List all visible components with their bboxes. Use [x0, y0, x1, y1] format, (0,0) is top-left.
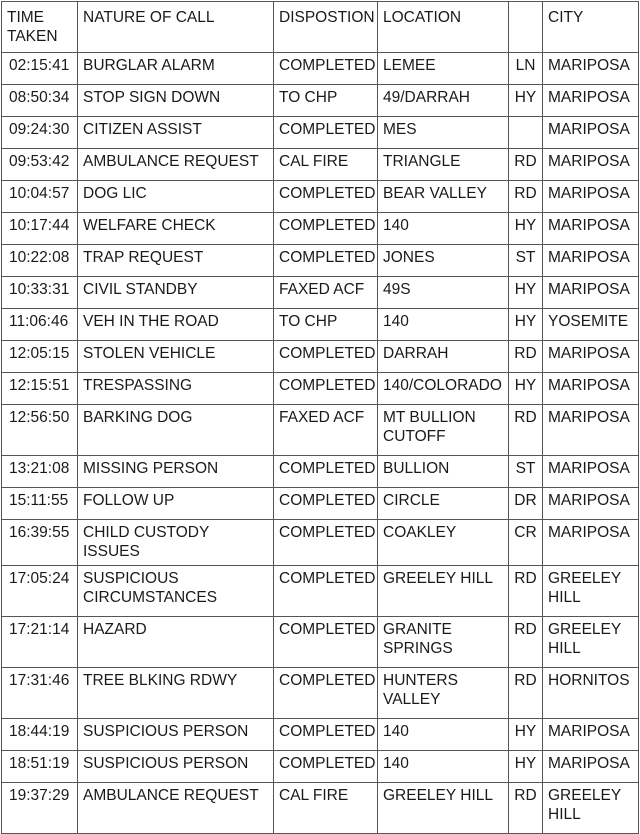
cell-nature-of-call: BURGLAR ALARM [78, 53, 274, 85]
cell-location: GREELEY HILL [378, 783, 509, 834]
cell-nature-of-call: AMBULANCE REQUEST [78, 149, 274, 181]
cell-city: MARIPOSA [543, 213, 639, 245]
header-nature-of-call: NATURE OF CALL [78, 2, 274, 53]
cell-disposition: COMPLETED [274, 373, 378, 405]
table-row [2, 53, 639, 85]
cell-disposition: COMPLETED [274, 53, 378, 85]
cell-time-taken: 09:24:30 [2, 117, 78, 149]
cell-disposition: COMPLETED [274, 566, 378, 617]
cell-time-taken: 18:51:19 [2, 751, 78, 783]
cell-disposition: COMPLETED [274, 668, 378, 719]
table-row [2, 309, 639, 341]
cell-time-taken: 18:44:19 [2, 719, 78, 751]
cell-time-taken: 16:39:55 [2, 520, 78, 566]
cell-disposition: COMPLETED [274, 751, 378, 783]
cell-city: MARIPOSA [543, 751, 639, 783]
cell-location: TRIANGLE [378, 149, 509, 181]
cell-city: MARIPOSA [543, 85, 639, 117]
cell-nature-of-call: TRAP REQUEST [78, 245, 274, 277]
cell-time-taken: 10:04:57 [2, 181, 78, 213]
cell-location: HUNTERS VALLEY [378, 668, 509, 719]
cell-city: MARIPOSA [543, 456, 639, 488]
cell-city: MARIPOSA [543, 405, 639, 456]
cell-street-suffix [509, 117, 543, 149]
cell-nature-of-call: CIVIL STANDBY [78, 277, 274, 309]
cell-location: 49/DARRAH [378, 85, 509, 117]
cell-location: CIRCLE [378, 488, 509, 520]
cell-nature-of-call: CITIZEN ASSIST [78, 117, 274, 149]
cell-time-taken: 11:06:46 [2, 309, 78, 341]
cell-street-suffix: RD [509, 405, 543, 456]
header-time-taken [2, 2, 78, 53]
cell-time-taken: 10:17:44 [2, 213, 78, 245]
cell-street-suffix: RD [509, 566, 543, 617]
table-row [2, 149, 639, 181]
cell-street-suffix: ST [509, 245, 543, 277]
cell-time-taken: 08:50:34 [2, 85, 78, 117]
cell-city: MARIPOSA [543, 520, 639, 566]
table-row [2, 277, 639, 309]
cell-disposition: COMPLETED [274, 520, 378, 566]
table-row [2, 617, 639, 668]
cell-time-taken: 12:15:51 [2, 373, 78, 405]
cell-city: MARIPOSA [543, 488, 639, 520]
cell-location: BEAR VALLEY [378, 181, 509, 213]
cell-disposition: COMPLETED [274, 213, 378, 245]
table-row [2, 456, 639, 488]
cell-time-taken: 12:05:15 [2, 341, 78, 373]
cell-nature-of-call: FOLLOW UP [78, 488, 274, 520]
cell-time-taken: 02:15:41 [2, 53, 78, 85]
cell-street-suffix: HY [509, 85, 543, 117]
cell-location: BULLION [378, 456, 509, 488]
header-time-taken-label: TIME TAKEN [7, 9, 58, 45]
cell-location: 140 [378, 213, 509, 245]
cell-nature-of-call: HAZARD [78, 617, 274, 668]
cell-location: 140 [378, 751, 509, 783]
cell-street-suffix: LN [509, 53, 543, 85]
cell-location: MES [378, 117, 509, 149]
cell-disposition: TO CHP [274, 309, 378, 341]
cell-disposition: FAXED ACF [274, 277, 378, 309]
cell-time-taken: 09:53:42 [2, 149, 78, 181]
cell-disposition: COMPLETED [274, 117, 378, 149]
cell-nature-of-call: SUSPICIOUS PERSON [78, 719, 274, 751]
cell-nature-of-call: STOLEN VEHICLE [78, 341, 274, 373]
cell-time-taken: 17:31:46 [2, 668, 78, 719]
cell-location: 140 [378, 309, 509, 341]
cell-disposition: COMPLETED [274, 341, 378, 373]
cell-time-taken: 17:21:14 [2, 617, 78, 668]
cell-street-suffix: CR [509, 520, 543, 566]
table-row [2, 117, 639, 149]
table-row [2, 520, 639, 566]
cell-location: COAKLEY [378, 520, 509, 566]
cell-nature-of-call: AMBULANCE REQUEST [78, 783, 274, 834]
cell-street-suffix: ST [509, 456, 543, 488]
cell-location: MT BULLION CUTOFF [378, 405, 509, 456]
cell-city: YOSEMITE [543, 309, 639, 341]
table-row [2, 341, 639, 373]
cell-street-suffix: HY [509, 277, 543, 309]
cell-city: GREELEY HILL [543, 566, 639, 617]
cell-disposition: FAXED ACF [274, 405, 378, 456]
cell-location: GREELEY HILL [378, 566, 509, 617]
cell-city: MARIPOSA [543, 341, 639, 373]
cell-location: DARRAH [378, 341, 509, 373]
cell-city: MARIPOSA [543, 181, 639, 213]
cell-time-taken: 15:11:55 [2, 488, 78, 520]
table-row [2, 751, 639, 783]
cell-city: MARIPOSA [543, 53, 639, 85]
cell-nature-of-call: TREE BLKING RDWY [78, 668, 274, 719]
cell-street-suffix: RD [509, 617, 543, 668]
cell-street-suffix: RD [509, 783, 543, 834]
cell-city: HORNITOS [543, 668, 639, 719]
cell-disposition: COMPLETED [274, 245, 378, 277]
cell-disposition: COMPLETED [274, 617, 378, 668]
cell-street-suffix: DR [509, 488, 543, 520]
cell-time-taken: 19:37:29 [2, 783, 78, 834]
cell-disposition: COMPLETED [274, 181, 378, 213]
cell-city: MARIPOSA [543, 719, 639, 751]
cell-disposition: CAL FIRE [274, 783, 378, 834]
cell-nature-of-call: MISSING PERSON [78, 456, 274, 488]
cell-location: 49S [378, 277, 509, 309]
cell-nature-of-call: DOG LIC [78, 181, 274, 213]
cell-city: MARIPOSA [543, 149, 639, 181]
table-row [2, 245, 639, 277]
cell-street-suffix: HY [509, 373, 543, 405]
cell-city: GREELEY HILL [543, 783, 639, 834]
table-row [2, 488, 639, 520]
cell-nature-of-call: SUSPICIOUS CIRCUMSTANCES [78, 566, 274, 617]
cell-city: GREELEY HILL [543, 617, 639, 668]
cell-street-suffix: RD [509, 341, 543, 373]
cell-nature-of-call: WELFARE CHECK [78, 213, 274, 245]
cell-location: GRANITE SPRINGS [378, 617, 509, 668]
header-suffix [509, 2, 543, 53]
cell-location: 140 [378, 719, 509, 751]
call-log-table [1, 1, 639, 834]
cell-time-taken: 10:33:31 [2, 277, 78, 309]
cell-nature-of-call: TRESPASSING [78, 373, 274, 405]
cell-city: MARIPOSA [543, 117, 639, 149]
header-disposition: DISPOSTION [274, 2, 378, 53]
cell-disposition: CAL FIRE [274, 149, 378, 181]
table-row [2, 719, 639, 751]
table-row [2, 181, 639, 213]
cell-time-taken: 12:56:50 [2, 405, 78, 456]
table-row [2, 85, 639, 117]
cell-location: JONES [378, 245, 509, 277]
cell-location: 140/COLORADO [378, 373, 509, 405]
table-row [2, 213, 639, 245]
cell-disposition: COMPLETED [274, 719, 378, 751]
cell-nature-of-call: SUSPICIOUS PERSON [78, 751, 274, 783]
cell-street-suffix: HY [509, 719, 543, 751]
cell-time-taken: 17:05:24 [2, 566, 78, 617]
cell-street-suffix: HY [509, 751, 543, 783]
cell-street-suffix: RD [509, 668, 543, 719]
cell-street-suffix: HY [509, 309, 543, 341]
cell-location: LEMEE [378, 53, 509, 85]
cell-time-taken: 10:22:08 [2, 245, 78, 277]
cell-nature-of-call: CHILD CUSTODY ISSUES [78, 520, 274, 566]
table-row [2, 783, 639, 834]
cell-city: MARIPOSA [543, 245, 639, 277]
table-row [2, 373, 639, 405]
cell-nature-of-call: VEH IN THE ROAD [78, 309, 274, 341]
cell-street-suffix: HY [509, 213, 543, 245]
cell-disposition: COMPLETED [274, 488, 378, 520]
header-location: LOCATION [378, 2, 509, 53]
table-row [2, 405, 639, 456]
header-city: CITY [543, 2, 639, 53]
cell-nature-of-call: BARKING DOG [78, 405, 274, 456]
table-body [2, 53, 639, 834]
cell-time-taken: 13:21:08 [2, 456, 78, 488]
cell-nature-of-call: STOP SIGN DOWN [78, 85, 274, 117]
cell-street-suffix: RD [509, 149, 543, 181]
header-row [2, 2, 639, 53]
table-row [2, 668, 639, 719]
cell-disposition: COMPLETED [274, 456, 378, 488]
cell-city: MARIPOSA [543, 373, 639, 405]
table-row [2, 566, 639, 617]
cell-city: MARIPOSA [543, 277, 639, 309]
cell-disposition: TO CHP [274, 85, 378, 117]
cell-street-suffix: RD [509, 181, 543, 213]
